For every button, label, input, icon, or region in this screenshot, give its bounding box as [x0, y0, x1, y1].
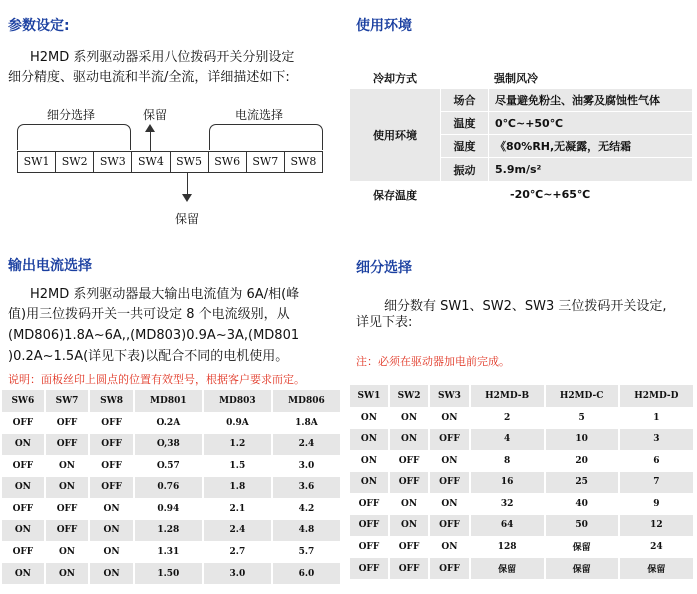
env-row [440, 158, 692, 181]
subdiv-line1: 细分数有 SW1、SW2、SW3 三位拨码开关设定, [384, 299, 667, 314]
table-row [350, 536, 694, 558]
table-cell: 2.4 [203, 520, 272, 542]
table-cell: OFF [2, 455, 45, 477]
env-sub-value: 5.9m/s² [495, 163, 542, 176]
table-cell: 保留 [470, 558, 545, 580]
table-row [350, 558, 694, 580]
table-header: H2MD-C [545, 385, 619, 407]
subdiv-line2: 详见下表: [356, 315, 413, 330]
table-cell: OFF [45, 412, 90, 434]
table-header: MD806 [272, 390, 341, 412]
table-cell: 1.50 [134, 563, 203, 585]
env-storage-row [350, 183, 692, 206]
output-note: 说明：面板丝印上圆点的位置有效型号，根据客户要求而定。 [8, 373, 305, 386]
table-cell: ON [389, 429, 429, 451]
table-cell: 10 [545, 429, 619, 451]
table-cell: 0.94 [134, 498, 203, 520]
table-cell: 1 [619, 407, 694, 429]
table-header-row [350, 385, 694, 407]
table-cell: OFF [2, 541, 45, 563]
table-cell: ON [89, 520, 134, 542]
arrow-up-line [150, 131, 151, 151]
table-cell: 3 [619, 429, 694, 451]
table-cell: 20 [545, 450, 619, 472]
table-cell: ON [350, 429, 389, 451]
table-row [2, 412, 341, 434]
table-cell: 保留 [545, 558, 619, 580]
table-cell: 3.0 [272, 455, 341, 477]
table-cell: ON [2, 520, 45, 542]
table-cell: 5.7 [272, 541, 341, 563]
table-cell: OFF [45, 498, 90, 520]
switch-sw8: SW8 [290, 155, 317, 168]
params-line2: 细分精度、驱动电流和半流/全流，详细描述如下: [8, 70, 290, 85]
env-sub-label: 振动 [441, 158, 489, 181]
env-row [440, 135, 692, 158]
table-cell: OFF [350, 515, 389, 537]
output-line1: H2MD 系列驱动器最大输出电流值为 6A/相(峰 [30, 287, 300, 302]
table-cell: ON [350, 472, 389, 494]
env-conditions-group [350, 89, 692, 181]
env-row [440, 112, 692, 135]
table-cell: 128 [470, 536, 545, 558]
table-cell: 3.0 [203, 563, 272, 585]
table-cell: 6.0 [272, 563, 341, 585]
subdiv-note: 注：必须在驱动器加电前完成。 [356, 355, 510, 368]
table-cell: 2.4 [272, 434, 341, 456]
table-cell: OFF [45, 434, 90, 456]
current-select-label: 电流选择 [235, 108, 284, 122]
table-header: MD801 [134, 390, 203, 412]
arrow-down-icon [182, 194, 192, 202]
table-cell: 25 [545, 472, 619, 494]
table-cell: 2 [470, 407, 545, 429]
table-cell: OFF [89, 477, 134, 499]
table-cell: ON [389, 407, 429, 429]
table-cell: O.2A [134, 412, 203, 434]
table-row [2, 541, 341, 563]
reserved-bottom-label: 保留 [175, 212, 200, 226]
table-cell: 保留 [545, 536, 619, 558]
current-bracket [209, 124, 323, 150]
table-cell: 50 [545, 515, 619, 537]
env-sub-value: 《80%RH,无凝露，无结霜 [495, 140, 632, 153]
table-cell: 6 [619, 450, 694, 472]
reserved-top-label: 保留 [143, 108, 168, 122]
table-cell: OFF [350, 493, 389, 515]
switch-sw5: SW5 [171, 152, 209, 172]
table-cell: OFF [350, 536, 389, 558]
table-cell: ON [2, 563, 45, 585]
table-cell: ON [429, 450, 469, 472]
table-cell: 32 [470, 493, 545, 515]
table-cell: 64 [470, 515, 545, 537]
table-row [350, 472, 694, 494]
subdiv-title: 细分选择 [356, 260, 412, 276]
table-cell: OFF [89, 412, 134, 434]
table-cell: ON [89, 541, 134, 563]
table-cell: 保留 [619, 558, 694, 580]
table-row [2, 520, 341, 542]
table-cell: 24 [619, 536, 694, 558]
table-cell: ON [429, 536, 469, 558]
table-cell: 1.31 [134, 541, 203, 563]
env-cooling-row [350, 66, 692, 89]
table-cell: ON [45, 455, 90, 477]
table-cell: OFF [429, 429, 469, 451]
env-storage-key: 保存温度 [373, 188, 417, 202]
env-row [440, 89, 692, 112]
switch-sw2: SW2 [56, 152, 94, 172]
switch-sw4: SW4 [132, 152, 170, 172]
table-cell: ON [389, 515, 429, 537]
table-cell: OFF [350, 558, 389, 580]
table-row [350, 515, 694, 537]
table-header-row [2, 390, 341, 412]
table-cell: OFF [429, 472, 469, 494]
table-cell: 0.76 [134, 477, 203, 499]
table-header: SW2 [389, 385, 429, 407]
table-cell: ON [389, 493, 429, 515]
table-cell: 5 [545, 407, 619, 429]
table-cell: ON [429, 407, 469, 429]
table-cell: 1.8 [203, 477, 272, 499]
table-header: H2MD-D [619, 385, 694, 407]
table-cell: 1.2 [203, 434, 272, 456]
table-cell: OFF [89, 434, 134, 456]
env-sub-label: 场合 [441, 89, 489, 111]
table-cell: O.57 [134, 455, 203, 477]
subdiv-select-label: 细分选择 [47, 108, 96, 122]
env-sub-label: 温度 [441, 112, 489, 134]
subdiv-table-body [350, 407, 694, 579]
env-sub-value: 尽量避免粉尘、油雾及腐蚀性气体 [495, 94, 660, 107]
table-cell: 9 [619, 493, 694, 515]
table-header: SW7 [45, 390, 90, 412]
dip-switch-row [17, 151, 323, 173]
table-cell: 12 [619, 515, 694, 537]
output-current-table [2, 390, 342, 584]
table-cell: OFF [2, 412, 45, 434]
table-cell: 16 [470, 472, 545, 494]
table-cell: 1.8A [272, 412, 341, 434]
output-title: 输出电流选择 [8, 258, 92, 274]
table-cell: ON [350, 450, 389, 472]
arrow-down-line [187, 173, 188, 195]
table-cell: 2.7 [203, 541, 272, 563]
table-cell: OFF [389, 536, 429, 558]
output-line4: )0.2A~1.5A(详见下表)以配合不同的电机使用。 [8, 349, 289, 364]
table-row [350, 493, 694, 515]
table-cell: OFF [389, 450, 429, 472]
table-cell: 3.6 [272, 477, 341, 499]
table-row [2, 477, 341, 499]
table-cell: OFF [429, 558, 469, 580]
env-storage-val: -20℃~+65℃ [510, 188, 591, 201]
table-cell: 4 [470, 429, 545, 451]
table-cell: 2.1 [203, 498, 272, 520]
table-cell: ON [89, 563, 134, 585]
table-header: SW1 [350, 385, 389, 407]
table-cell: 8 [470, 450, 545, 472]
table-cell: ON [2, 477, 45, 499]
subdiv-bracket [17, 124, 131, 150]
switch-sw3: SW3 [94, 152, 132, 172]
subdiv-table [350, 385, 695, 579]
params-line1: H2MD 系列驱动器采用八位拨码开关分别设定 [30, 50, 295, 65]
table-row [350, 429, 694, 451]
table-header: SW6 [2, 390, 45, 412]
table-cell: 4.8 [272, 520, 341, 542]
table-cell: 1.28 [134, 520, 203, 542]
table-row [350, 407, 694, 429]
switch-sw1: SW1 [18, 152, 56, 172]
table-cell: O,38 [134, 434, 203, 456]
env-title: 使用环境 [356, 18, 412, 34]
switch-sw6: SW6 [209, 152, 247, 172]
table-row [2, 434, 341, 456]
table-cell: ON [89, 498, 134, 520]
table-cell: 0.9A [203, 412, 272, 434]
env-table [350, 66, 692, 206]
table-cell: ON [45, 541, 90, 563]
env-sub-label: 湿度 [441, 135, 489, 157]
table-cell: 1.5 [203, 455, 272, 477]
table-cell: OFF [389, 558, 429, 580]
table-cell: ON [45, 563, 90, 585]
table-header: SW8 [89, 390, 134, 412]
table-cell: ON [2, 434, 45, 456]
table-header: MD803 [203, 390, 272, 412]
table-cell: OFF [429, 515, 469, 537]
table-header: H2MD-B [470, 385, 545, 407]
table-cell: OFF [89, 455, 134, 477]
table-cell: ON [429, 493, 469, 515]
params-title: 参数设定: [8, 18, 70, 34]
table-row [2, 563, 341, 585]
output-line3: (MD806)1.8A~6A,,(MD803)0.9A~3A,(MD801 [8, 328, 300, 343]
env-conditions-key: 使用环境 [373, 129, 417, 142]
table-cell: OFF [389, 472, 429, 494]
env-cooling-val: 强制风冷 [494, 71, 538, 85]
switch-sw7: SW7 [247, 152, 285, 172]
table-row [2, 455, 341, 477]
table-cell: OFF [45, 520, 90, 542]
output-table-body [2, 412, 341, 584]
table-cell: ON [45, 477, 90, 499]
table-row [2, 498, 341, 520]
table-row [350, 450, 694, 472]
table-cell: 4.2 [272, 498, 341, 520]
env-sub-value: 0℃~+50℃ [495, 116, 564, 130]
table-cell: ON [350, 407, 389, 429]
table-cell: 7 [619, 472, 694, 494]
output-line2: 值)用三位拨码开关一共可设定 8 个电流级别，从 [8, 307, 290, 322]
env-cooling-key: 冷却方式 [373, 71, 417, 85]
table-cell: OFF [2, 498, 45, 520]
table-header: SW3 [429, 385, 469, 407]
table-cell: 40 [545, 493, 619, 515]
